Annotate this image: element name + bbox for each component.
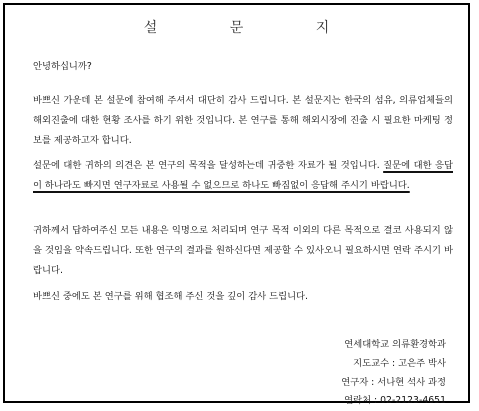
thanks-paragraph: 바쁘신 중에도 본 연구를 위해 협조해 주신 것을 깊이 감사 드립니다. xyxy=(33,291,308,302)
signature-department: 연세대학교 의류환경학과 xyxy=(344,339,446,350)
signature-contact: 연락처 : 02-2123-4651 xyxy=(344,395,446,406)
importance-text: 설문에 대한 귀하의 의견은 본 연구의 목적을 달성하는데 귀중한 자료가 될 것입니다. xyxy=(33,160,380,171)
signature-researcher: 연구자 : 서나현 석사 과정 xyxy=(341,377,446,388)
signature-advisor: 지도교수 : 고은주 박사 xyxy=(353,358,446,369)
survey-frame xyxy=(3,3,470,406)
survey-title: 설 문 지 xyxy=(143,20,364,36)
importance-paragraph xyxy=(33,156,453,196)
privacy-paragraph: 귀하께서 답하여주신 모든 내용은 익명으로 처리되며 연구 목적 이외의 다른 목적으로 결코 사용되지 않을 것임을 약속드립니다. 또한 연구의 결과를 원하신다면 제공할 수 있사오니 필요하시면 연락 주시기 바랍니다. xyxy=(33,225,453,276)
greeting-text: 안녕하십니까? xyxy=(33,61,92,72)
underlined-notice: 질문에 대한 응답이 하나라도 빠지면 연구자료로 사용될 수 없으므로 하나도 빠짐없이 응답해 주시기 바랍니다. xyxy=(33,160,453,191)
intro-paragraph: 바쁘신 가운데 본 설문에 참여해 주셔서 대단히 감사 드립니다. 본 설문지는 한국의 섬유, 의류업체들의 해외진출에 대한 현황 조사를 하기 위한 것입니다. 본 연구를 통해 해외시장에 진출 시 필요한 마케팅 정보를 제공하고자 합니다. xyxy=(33,95,453,146)
